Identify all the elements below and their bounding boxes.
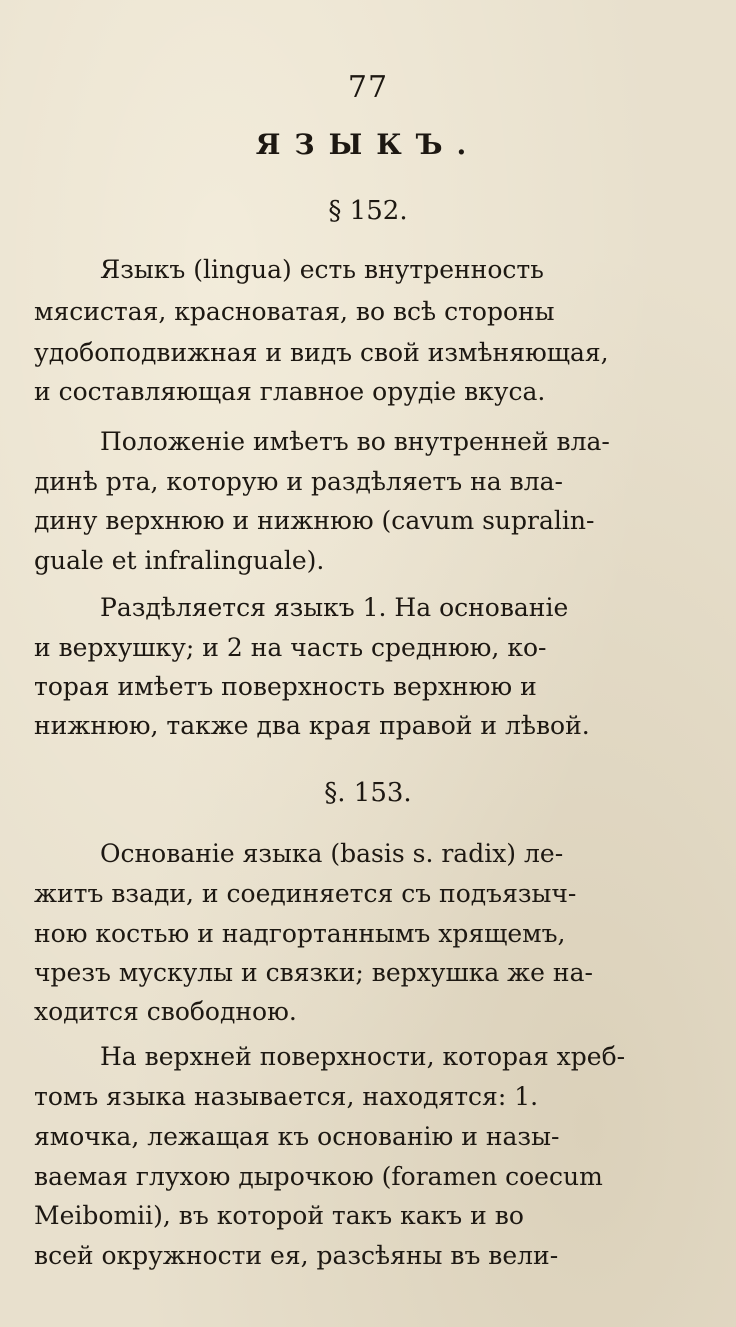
- text-line-content: Основаніе языка (basis s. radix) ле-: [100, 839, 564, 868]
- text-line-content: ямочка, лежащая къ основанію и назы-: [34, 1122, 560, 1151]
- text-line-content: ходится свободною.: [34, 997, 297, 1026]
- text-line: [34, 992, 702, 1032]
- text-line-content: На верхней поверхности, которая хреб-: [100, 1042, 626, 1071]
- text-line-content: всей окружности ея, разсѣяны въ вели-: [34, 1241, 559, 1270]
- text-line-content: нижнюю, также два края правой и лѣвой.: [34, 711, 590, 740]
- text-line: [34, 501, 702, 541]
- text-line-content: и верхушку; и 2 на часть среднюю, ко-: [34, 633, 547, 662]
- text-line-content: и составляющая главное орудіе вкуса.: [34, 377, 546, 406]
- text-line: [34, 1157, 702, 1197]
- text-line: [34, 372, 702, 412]
- text-line-content: динѣ рта, которую и раздѣляетъ на вла-: [34, 467, 563, 496]
- text-line-content: Раздѣляется языкъ 1. На основаніе: [100, 593, 569, 622]
- text-line-content: торая имѣетъ поверхность верхнюю и: [34, 672, 537, 701]
- text-line: [34, 462, 702, 502]
- text-line-content: ною костью и надгортаннымъ хрящемъ,: [34, 919, 566, 948]
- text-line: [34, 667, 702, 707]
- text-line: [100, 250, 702, 290]
- section-153-mark: §. 153.: [324, 778, 412, 808]
- text-line: [34, 1236, 702, 1276]
- page-number: 77: [347, 70, 389, 105]
- chapter-title: ЯЗЫКЪ.: [255, 128, 481, 161]
- text-line: [34, 1077, 702, 1117]
- text-line-content: Положеніе имѣетъ во внутренней вла-: [100, 427, 610, 456]
- text-line-content: томъ языка называется, находятся: 1.: [34, 1082, 539, 1111]
- text-line-content: ваемая глухою дырочкою (foramen coecum: [34, 1162, 603, 1191]
- text-line: [34, 333, 702, 373]
- text-line-content: дину верхнюю и нижнюю (cavum supralin-: [34, 506, 595, 535]
- text-line: [34, 292, 702, 332]
- text-line-content: Языкъ (lingua) есть внутренность: [100, 255, 544, 284]
- text-line-content: мясистая, красноватая, во всѣ стороны: [34, 297, 555, 326]
- text-line-content: Meibomii), въ которой такъ какъ и во: [34, 1201, 524, 1230]
- text-line-content: guale et infralinguale).: [34, 546, 325, 575]
- section-152-mark: § 152.: [328, 196, 408, 226]
- text-line: [34, 541, 702, 581]
- text-line: [34, 1196, 702, 1236]
- text-line: [34, 953, 702, 993]
- text-line: [34, 1117, 702, 1157]
- text-line: [34, 706, 702, 746]
- text-line: [34, 914, 702, 954]
- text-line-content: удобоподвижная и видъ свой измѣняющая,: [34, 338, 609, 367]
- text-line: [100, 834, 702, 874]
- text-line-content: чрезъ мускулы и связки; верхушка же на-: [34, 958, 593, 987]
- text-line-content: житъ взади, и соединяется съ подъязыч-: [34, 879, 577, 908]
- text-line: [34, 628, 702, 668]
- text-line: [100, 422, 702, 462]
- text-line: [34, 874, 702, 914]
- text-line: [100, 1037, 702, 1077]
- text-line: [100, 588, 702, 628]
